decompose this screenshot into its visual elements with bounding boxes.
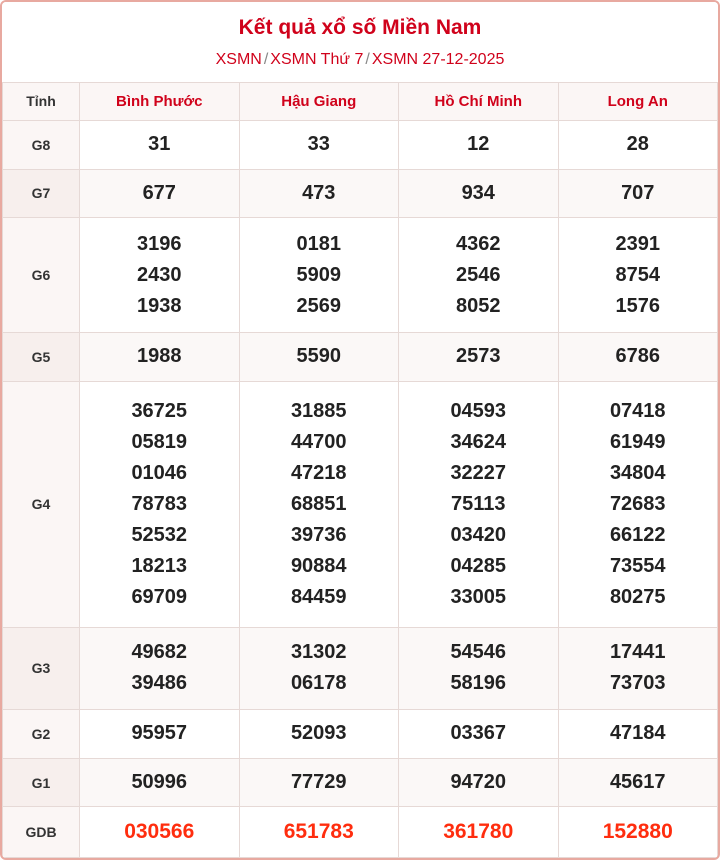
prize-number: 47184 (609, 722, 666, 745)
prize-label: G3 (3, 628, 80, 710)
prize-number: 03367 (450, 722, 507, 745)
prize-number: 77729 (290, 771, 347, 794)
prize-number: 5909 (296, 263, 341, 286)
prize-number: 58196 (450, 672, 507, 695)
prize-number: 54546 (450, 641, 507, 664)
prize-numbers-cell (80, 758, 240, 807)
prize-number: 66122 (609, 523, 666, 546)
prize-numbers-cell (558, 120, 718, 169)
prize-number: 2573 (456, 345, 501, 368)
table-row (3, 120, 718, 169)
prize-numbers-cell (80, 628, 240, 710)
prize-label: G1 (3, 758, 80, 807)
prize-number: 1938 (137, 294, 182, 317)
breadcrumb (12, 49, 708, 71)
breadcrumb-item-date[interactable]: XSMN 27-12-2025 (371, 51, 505, 69)
prize-number: 33 (307, 133, 330, 156)
prize-numbers-cell (80, 120, 240, 169)
prize-number: 31885 (290, 399, 347, 422)
prize-number: 68851 (290, 492, 347, 515)
table-row (3, 332, 718, 381)
prize-label: G7 (3, 169, 80, 218)
prize-number: 06178 (290, 672, 347, 695)
prize-numbers-cell (399, 807, 559, 858)
prize-number: 73703 (609, 672, 666, 695)
table-row (3, 628, 718, 710)
prize-number: 07418 (609, 399, 666, 422)
prize-numbers-cell (239, 218, 399, 333)
prize-number: 2569 (296, 294, 341, 317)
prize-numbers-cell (239, 758, 399, 807)
prize-numbers-cell (239, 120, 399, 169)
prize-numbers-cell (399, 381, 559, 627)
prize-number: 2391 (615, 232, 660, 255)
prize-number: 84459 (290, 585, 347, 608)
prize-label: G4 (3, 381, 80, 627)
prize-numbers-cell (558, 218, 718, 333)
prize-number: 32227 (450, 461, 507, 484)
prize-number: 47218 (290, 461, 347, 484)
prize-number: 6786 (615, 345, 660, 368)
table-row (3, 807, 718, 858)
prize-numbers-cell (399, 709, 559, 758)
prize-number: 04593 (450, 399, 507, 422)
prize-number: 361780 (443, 819, 514, 843)
prize-numbers-cell (239, 807, 399, 858)
prize-number: 152880 (602, 819, 673, 843)
prize-number: 1576 (615, 294, 660, 317)
prize-number: 651783 (283, 819, 354, 843)
prize-number: 90884 (290, 554, 347, 577)
prize-numbers-cell (558, 709, 718, 758)
prize-number: 72683 (609, 492, 666, 515)
prize-numbers-cell (399, 628, 559, 710)
prize-number: 94720 (450, 771, 507, 794)
prize-numbers-cell (399, 218, 559, 333)
prize-numbers-cell (399, 169, 559, 218)
prize-numbers-cell (80, 218, 240, 333)
prize-label: GDB (3, 807, 80, 858)
prize-number: 61949 (609, 430, 666, 453)
column-header-prize: Tỉnh (3, 82, 80, 120)
prize-label: G6 (3, 218, 80, 333)
prize-number: 69709 (131, 585, 188, 608)
prize-number: 44700 (290, 430, 347, 453)
prize-number: 707 (621, 181, 655, 204)
prize-number: 34624 (450, 430, 507, 453)
column-header-province-1[interactable]: Bình Phước (80, 82, 240, 120)
table-row (3, 169, 718, 218)
prize-number: 18213 (131, 554, 188, 577)
table-row (3, 381, 718, 627)
prize-number: 28 (626, 133, 649, 156)
prize-number: 01046 (131, 461, 188, 484)
prize-number: 2546 (456, 263, 501, 286)
prize-numbers-cell (80, 807, 240, 858)
prize-numbers-cell (399, 758, 559, 807)
prize-number: 78783 (131, 492, 188, 515)
prize-numbers-cell (239, 332, 399, 381)
prize-number: 52093 (290, 722, 347, 745)
column-header-province-2[interactable]: Hậu Giang (239, 82, 399, 120)
prize-numbers-cell (239, 169, 399, 218)
prize-number: 05819 (131, 430, 188, 453)
prize-number: 31 (148, 133, 171, 156)
prize-number: 1988 (137, 345, 182, 368)
prize-number: 33005 (450, 585, 507, 608)
table-header (3, 82, 718, 120)
table-body (3, 120, 718, 857)
prize-number: 34804 (609, 461, 666, 484)
prize-label: G2 (3, 709, 80, 758)
results-table (2, 82, 718, 858)
prize-number: 39486 (131, 672, 188, 695)
prize-number: 12 (467, 133, 490, 156)
prize-numbers-cell (558, 628, 718, 710)
page-title: Kết quả xổ số Miền Nam (238, 16, 482, 39)
prize-number: 934 (461, 181, 495, 204)
prize-number: 473 (302, 181, 336, 204)
prize-numbers-cell (558, 758, 718, 807)
prize-number: 31302 (290, 641, 347, 664)
prize-number: 75113 (450, 492, 506, 515)
prize-numbers-cell (558, 807, 718, 858)
prize-number: 50996 (131, 771, 188, 794)
prize-number: 2430 (137, 263, 182, 286)
prize-numbers-cell (399, 332, 559, 381)
breadcrumb-item-day[interactable]: XSMN Thứ 7 (270, 51, 364, 69)
prize-number: 73554 (609, 554, 666, 577)
prize-number: 52532 (131, 523, 188, 546)
prize-number: 0181 (296, 232, 341, 255)
prize-number: 04285 (450, 554, 507, 577)
breadcrumb-item-region[interactable]: XSMN (215, 51, 262, 69)
table-header-row (3, 82, 718, 120)
prize-numbers-cell (399, 120, 559, 169)
breadcrumb-separator-1: / (263, 51, 269, 69)
prize-number: 030566 (124, 819, 195, 843)
prize-number: 8052 (456, 294, 501, 317)
prize-numbers-cell (558, 332, 718, 381)
prize-number: 39736 (290, 523, 347, 546)
column-header-province-4[interactable]: Long An (558, 82, 718, 120)
prize-number: 49682 (131, 641, 188, 664)
prize-number: 45617 (609, 771, 666, 794)
prize-number: 03420 (450, 523, 507, 546)
prize-numbers-cell (239, 381, 399, 627)
prize-numbers-cell (239, 628, 399, 710)
table-row (3, 218, 718, 333)
table-row (3, 758, 718, 807)
card-header (2, 2, 718, 82)
prize-number: 3196 (137, 232, 182, 255)
prize-numbers-cell (239, 709, 399, 758)
breadcrumb-separator-2: / (365, 51, 370, 69)
prize-numbers-cell (558, 169, 718, 218)
prize-numbers-cell (80, 709, 240, 758)
prize-number: 5590 (296, 345, 341, 368)
prize-number: 8754 (615, 263, 660, 286)
prize-number: 677 (142, 181, 176, 204)
prize-numbers-cell (80, 332, 240, 381)
prize-label: G5 (3, 332, 80, 381)
prize-number: 95957 (131, 722, 188, 745)
prize-numbers-cell (558, 381, 718, 627)
prize-numbers-cell (80, 169, 240, 218)
prize-number: 80275 (609, 585, 666, 608)
prize-numbers-cell (80, 381, 240, 627)
prize-number: 36725 (131, 399, 188, 422)
prize-number: 4362 (456, 232, 501, 255)
column-header-province-3[interactable]: Hồ Chí Minh (399, 82, 559, 120)
prize-number: 17441 (609, 641, 666, 664)
prize-label: G8 (3, 120, 80, 169)
table-row (3, 709, 718, 758)
